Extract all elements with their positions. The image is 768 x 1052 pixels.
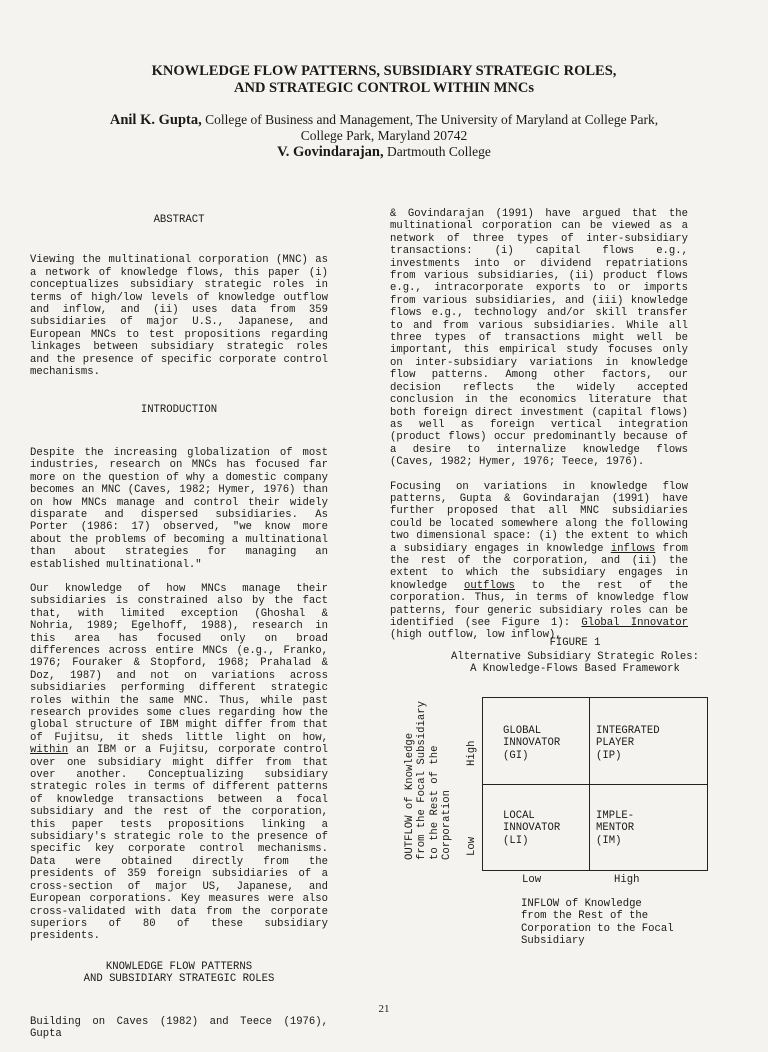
y-high-label: High: [466, 740, 478, 766]
figure-label: FIGURE 1: [549, 637, 601, 649]
author-1-affiliation: College of Business and Management, The University of Maryland at College Park,: [201, 112, 659, 127]
quadrant-grid: [482, 697, 708, 871]
figure-caption-1: Alternative Subsidiary Strategic Roles:: [451, 651, 699, 663]
figure-caption-2: A Knowledge-Flows Based Framework: [470, 663, 680, 675]
left-column: [30, 214, 328, 1052]
kfp-heading-line-2: AND SUBSIDIARY STRATEGIC ROLES: [83, 973, 275, 986]
x-axis-label-line-4: Subsidiary: [521, 935, 585, 948]
global-innovator-emphasis: Global Innovator: [581, 617, 689, 629]
y-axis-label-line-1: OUTFLOW of Knowledge: [404, 732, 416, 860]
y-axis-label-line-4: Corporation: [441, 790, 454, 860]
introduction-heading: INTRODUCTION: [140, 404, 218, 417]
author-2: [0, 144, 768, 160]
paper-title-line-2: AND STRATEGIC CONTROL WITHIN MNCs: [234, 80, 534, 96]
x-axis-label: [521, 898, 721, 948]
cell-local-innovator: LOCAL INNOVATOR (LI): [503, 810, 561, 847]
author-2-affiliation: Dartmouth College: [383, 144, 491, 159]
right-paragraph-1: & Govindarajan (1991) have argued that the multinational corporation can be viewed as a network of three types of inter-subsidiary transactions: (i) capital flows e.g., investments into or dividend repatriations from various subsidiaries, (ii) product flows e.g., intracorporate exports to or imports from various subsidiaries, and (iii) knowledge flows e.g., technology and/or skill transfer to and from various subsidiaries. While all three types of transactions might well be important, this empirical study focuses only on inter-subsidiary variations in knowledge flow patterns. Among other factors, our decision reflects the widely accepted conclusion in the economics literature that both foreign direct investment (capital flows) as well as foreign vertical integration (product flows) occur predominantly because of a desire to internalize knowledge flows (Caves, 1982; Hymer, 1976; Teece, 1976).: [390, 208, 688, 469]
outflows-emphasis: outflows: [464, 579, 515, 592]
abstract-text: Viewing the multinational corporation (MNC) as a network of knowledge flows, this paper (i) conceptualizes subsidiary strategic roles in terms of high/low levels of knowledge outflow and inflow, and (ii) uses data from 359 subsidiaries of major U.S., Japanese, and European MNCs to test propositions regarding linkages between subsidiary strategic roles and the presence of specific corporate control mechanisms.: [30, 254, 328, 379]
abstract-heading: ABSTRACT: [153, 214, 205, 226]
within-emphasis: within: [30, 744, 69, 757]
author-2-name: V. Govindarajan,: [277, 144, 384, 160]
author-1-address: College Park, Maryland 20742: [300, 128, 468, 143]
kfp-paragraph-1: Building on Caves (1982) and Teece (1976), Gupta: [30, 1015, 328, 1040]
y-axis-label-line-3: to the Rest of the: [428, 745, 441, 860]
cell-integrated-player: INTEGRATED PLAYER (IP): [596, 725, 660, 762]
x-low-label: Low: [522, 874, 542, 886]
paper-title-line-1: KNOWLEDGE FLOW PATTERNS, SUBSIDIARY STRATEGIC ROLES,: [151, 63, 617, 79]
y-axis-label: [404, 690, 454, 860]
y-axis-label-line-2: from the Focal Subsidiary: [416, 701, 429, 860]
intro-paragraph-2: Our knowledge of how MNCs manage their subsidiaries is constrained also by the fact that, with limited exception (Ghoshal & Nohria, 1989; Egelhoff, 1988), research in this area has focused only on broad differences across entire MNCs (e.g., Franko, 1976; Fouraker & Stopford, 1968; Prahalad & Doz, 1987) and not on variations across subsidiaries performing different strategic roles within the same MNC. Thus, while past research provides some clues regarding how the global structure of IBM might differ from that of Fujitsu, it sheds little light on how, within an IBM or a Fujitsu, corporate control over one subsidiary might differ from that over another. Conceptualizing subsidiary strategic roles in terms of different patterns of knowledge transactions between a focal subsidiary and the rest of the corporation, this paper tests propositions linking a subsidiary's strategic role to the presence of specific key corporate control mechanisms. Data were obtained directly from the presidents of 359 foreign subsidiaries of a cross-section of major US, Japanese, and European corporations. Key measures were also cross-validated with data from the corporate superiors of 80 of these subsidiary presidents.: [30, 582, 328, 943]
cell-global-innovator: GLOBAL INNOVATOR (GI): [503, 725, 561, 762]
author-1: [0, 112, 768, 128]
grid-horizontal-divider: [483, 784, 707, 785]
cell-implementor: IMPLE- MENTOR (IM): [596, 810, 635, 847]
x-high-label: High: [614, 874, 640, 886]
x-axis-label-line-2: from the Rest of the: [521, 910, 649, 923]
x-axis-label-line-3: Corporation to the Focal: [521, 922, 674, 935]
inflows-emphasis: inflows: [610, 542, 656, 555]
y-low-label: Low: [466, 836, 478, 856]
intro-paragraph-1: Despite the increasing globalization of most industries, research on MNCs has focused far more on the question of why a domestic company becomes an MNC (Caves, 1982; Hymer, 1976) than on how MNCs manage and control their widely disparate and dispersed subsidiaries. As Porter (1986: 17) observed, "we know more about the problems of becoming a multinational than about strategies for managing an established multinational.": [30, 446, 328, 571]
right-paragraph-2: Focusing on variations in knowledge flow patterns, Gupta & Govindarajan (1991) have further proposed that all MNC subsidiaries could be located somewhere along the following two dimensional space: (i) the extent to which a subsidiary engages in knowledge inflows from the rest of the corporation, and (ii) the extent to which the subsidiary engages in knowledge outflows to the rest of the corporation. Thus, in terms of knowledge flow patterns, four generic subsidiary roles can be identified (see Figure 1): Global Innovator (high outflow, low inflow),: [390, 480, 689, 642]
x-axis-label-line-1: INFLOW of Knowledge: [521, 898, 642, 910]
right-column: [390, 208, 688, 654]
page-number: 21: [378, 1003, 390, 1015]
author-1-name: Anil K. Gupta,: [109, 112, 202, 128]
kfp-heading-line-1: KNOWLEDGE FLOW PATTERNS: [105, 960, 253, 973]
